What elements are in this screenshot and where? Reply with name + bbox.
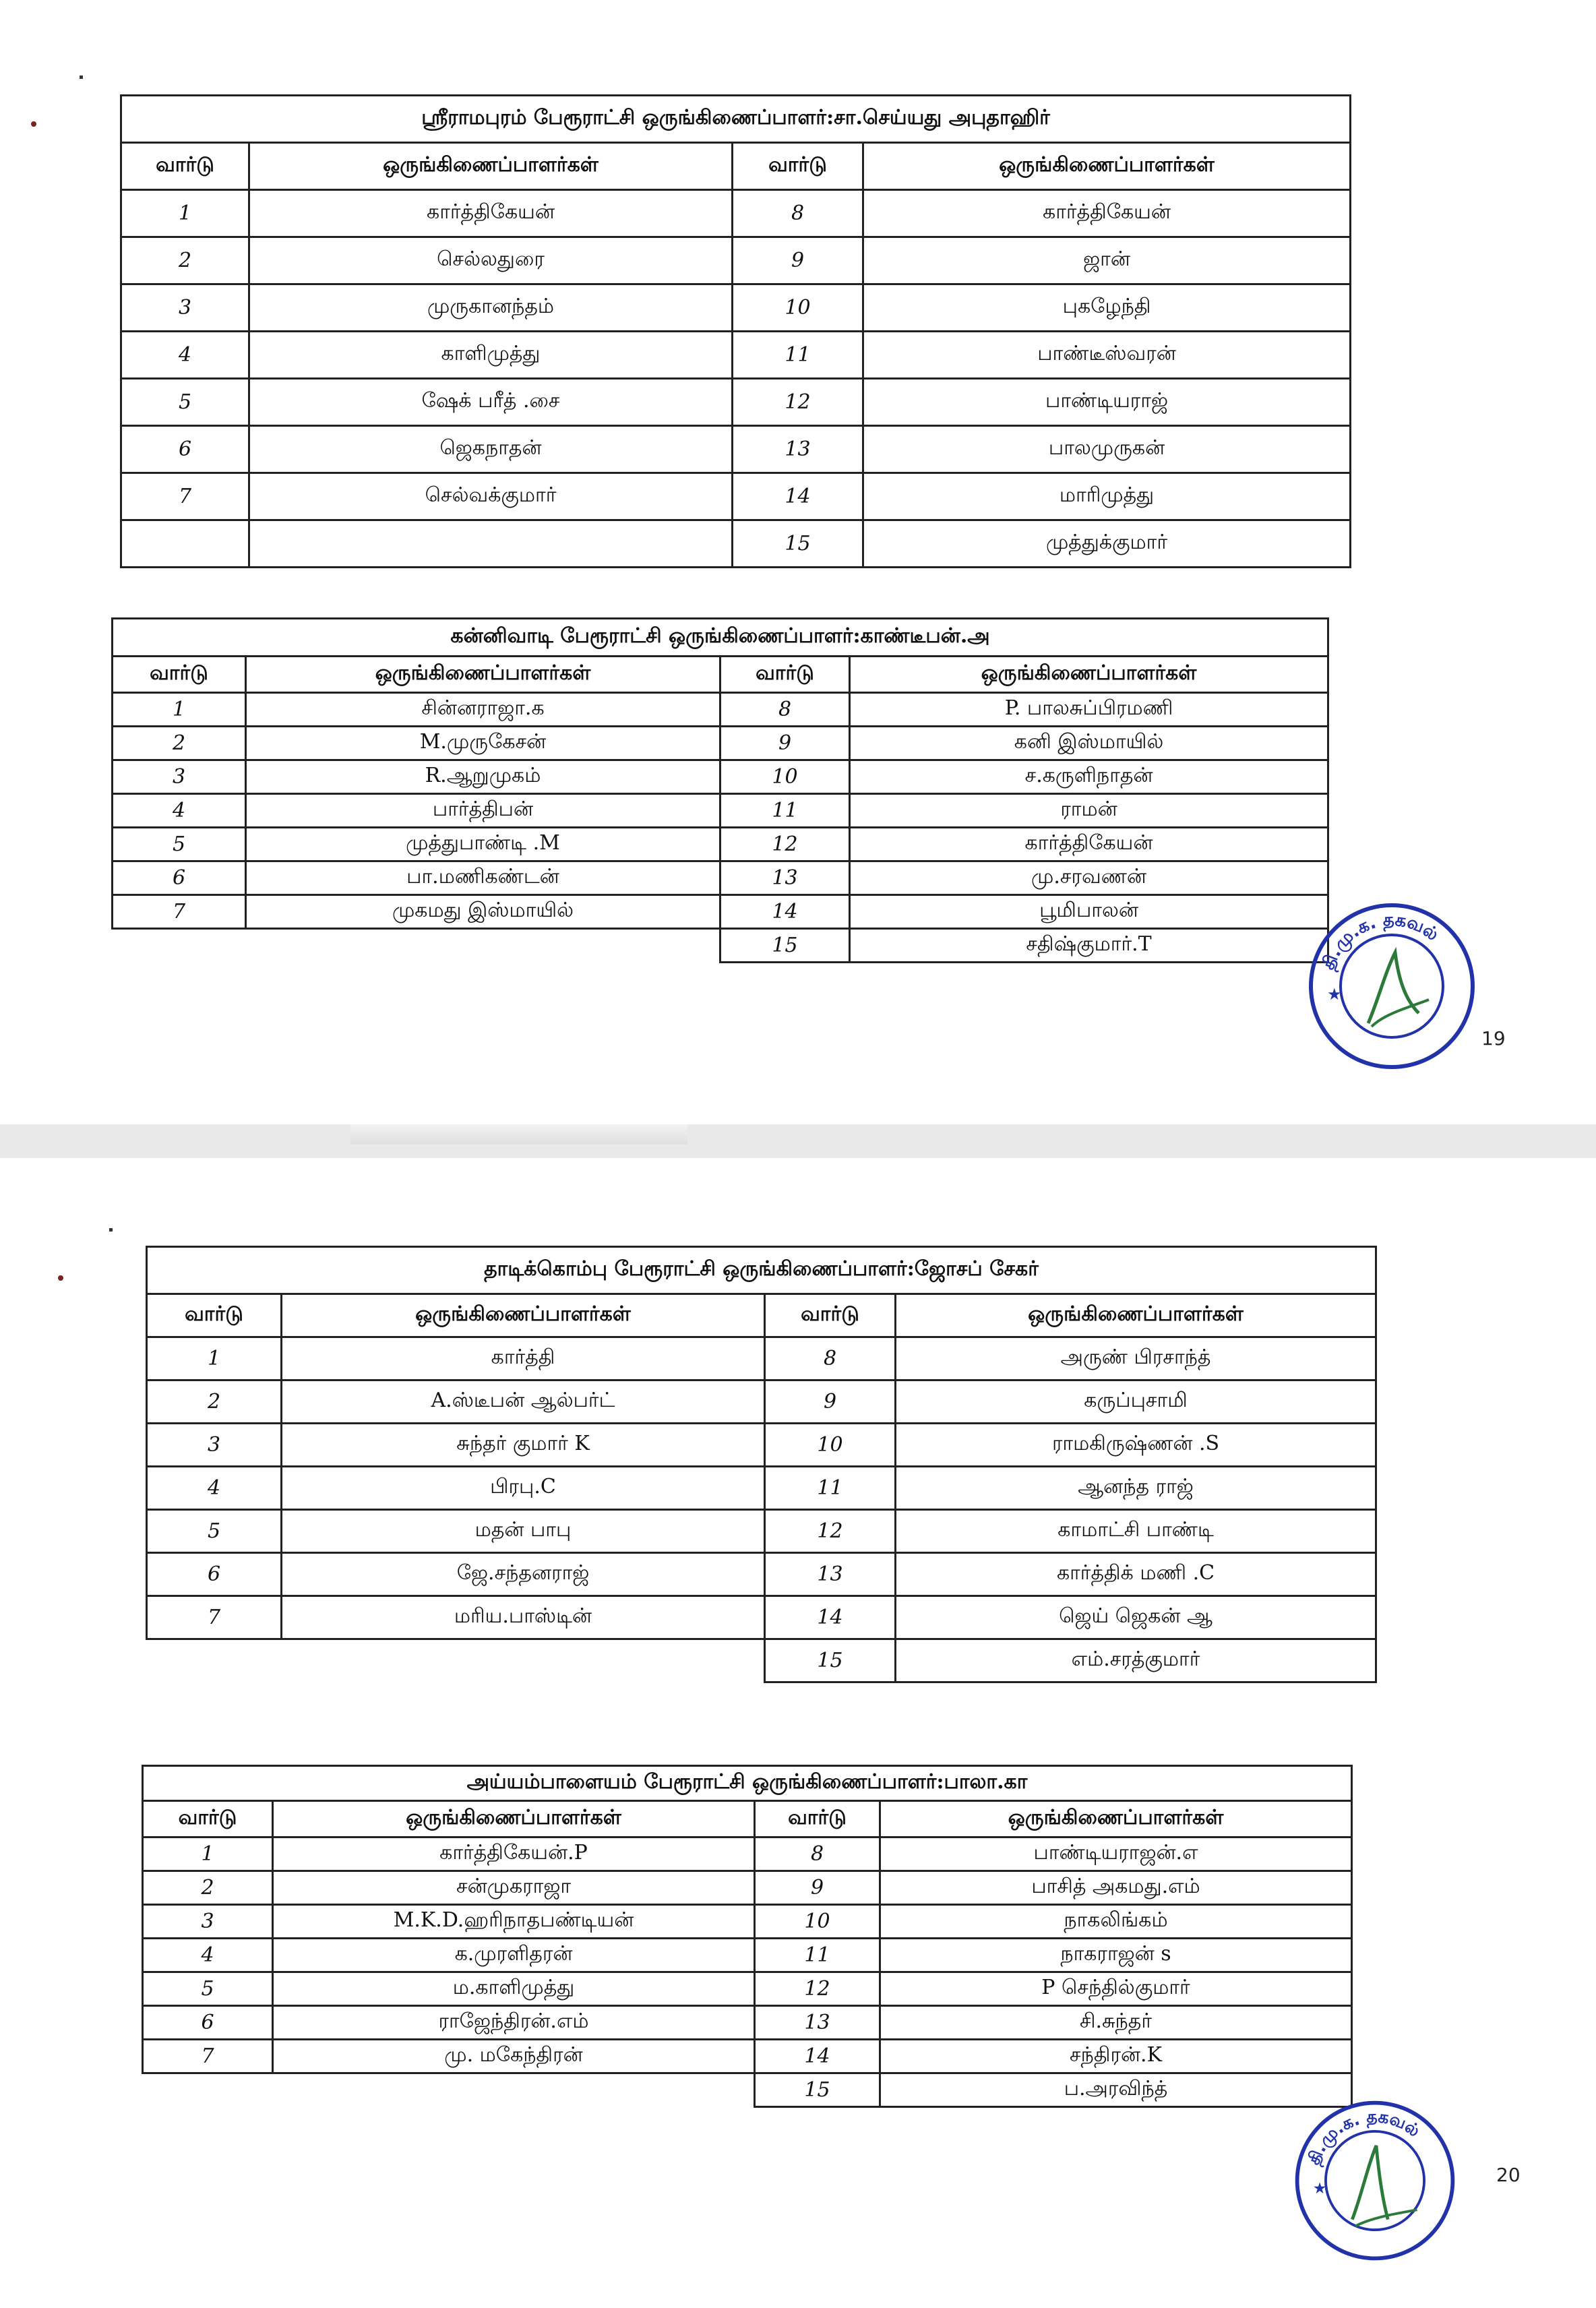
ward-number-cell: 8	[765, 1337, 896, 1380]
coordinator-name-cell: ஜே.சந்தனராஜ்	[282, 1553, 765, 1596]
coordinator-name-cell: பார்த்திபன்	[246, 794, 720, 828]
coordinator-name-cell: முத்துபாண்டி .M	[246, 828, 720, 861]
coordinator-name-cell: மாரிமுத்து	[863, 473, 1351, 520]
coordinator-name-cell: பூமிபாலன்	[850, 895, 1328, 929]
ward-number-cell: 9	[720, 727, 850, 760]
ward-number-cell: 10	[755, 1905, 880, 1939]
table-header-row	[147, 1294, 1376, 1337]
coordinator-name-cell: மதன் பாபு	[282, 1510, 765, 1553]
ward-number-cell: 1	[147, 1337, 282, 1380]
coordinators-column-header: ஒருங்கிணைப்பாளர்கள்	[273, 1801, 755, 1838]
coordinators-column-header: ஒருங்கிணைப்பாளர்கள்	[863, 143, 1351, 190]
coordinators-column-header: ஒருங்கிணைப்பாளர்கள்	[246, 657, 720, 693]
coordinator-name-cell: கார்த்திக் மணி .C	[896, 1553, 1376, 1596]
table-row	[113, 693, 1328, 727]
coordinator-name-cell: பிரபு.C	[282, 1467, 765, 1510]
coordinator-name-cell: P. பாலசுப்பிரமணி	[850, 693, 1328, 727]
ward-number-cell: 2	[143, 1871, 273, 1905]
ward-number-cell: 12	[733, 379, 863, 426]
ward-number-cell: 14	[720, 895, 850, 929]
document-page-20	[0, 1158, 1596, 2308]
ward-number-cell: 2	[121, 237, 249, 284]
table-title: கன்னிவாடி பேரூராட்சி ஒருங்கிணைப்பாளர்:காண்டீபன்.அ	[113, 619, 1328, 657]
coordinator-name-cell	[282, 1639, 765, 1682]
table-row	[113, 760, 1328, 794]
ward-number-cell: 15	[720, 929, 850, 963]
ward-table	[111, 617, 1329, 963]
ward-number-cell: 13	[765, 1553, 896, 1596]
ward-number-cell: 3	[147, 1424, 282, 1467]
table-row	[121, 332, 1351, 379]
coordinator-name-cell: ராஜேந்திரன்.எம்	[273, 2006, 755, 2040]
coordinator-name-cell	[273, 2073, 755, 2107]
coordinator-name-cell: ஜெய் ஜெகன் ஆ	[896, 1596, 1376, 1639]
page-number: 20	[1496, 2164, 1521, 2186]
scan-mark	[31, 121, 36, 127]
table-row	[113, 828, 1328, 861]
svg-text:தி.மு.க. தகவல்: தி.மு.க. தகவல்	[1318, 909, 1442, 973]
table-row	[113, 895, 1328, 929]
ward-number-cell: 5	[113, 828, 246, 861]
coordinator-name-cell: புகழேந்தி	[863, 284, 1351, 332]
ward-number-cell	[113, 929, 246, 963]
document-page-19	[0, 0, 1596, 1124]
ward-number-cell: 4	[121, 332, 249, 379]
ward-number-cell: 3	[113, 760, 246, 794]
ward-number-cell: 1	[113, 693, 246, 727]
coordinators-column-header: ஒருங்கிணைப்பாளர்கள்	[249, 143, 733, 190]
ward-number-cell: 4	[143, 1939, 273, 1972]
coordinator-name-cell: மு. மகேந்திரன்	[273, 2040, 755, 2073]
table-row	[113, 929, 1328, 963]
coordinator-name-cell: மு.சரவணன்	[850, 861, 1328, 895]
ward-number-cell: 9	[765, 1380, 896, 1424]
ward-number-cell: 13	[720, 861, 850, 895]
table-header-row	[121, 143, 1351, 190]
coordinator-name-cell: பாசித் அகமது.எம்	[880, 1871, 1352, 1905]
seal-stamp	[1291, 2096, 1459, 2265]
coordinator-name-cell: ச.கருளிநாதன்	[850, 760, 1328, 794]
ward-number-cell: 12	[755, 1972, 880, 2006]
ward-column-header: வார்டு	[765, 1294, 896, 1337]
table-row	[143, 1939, 1352, 1972]
coordinator-name-cell: பாண்டீஸ்வரன்	[863, 332, 1351, 379]
ward-number-cell: 6	[143, 2006, 273, 2040]
scan-mark	[80, 75, 83, 79]
coordinator-name-cell	[246, 929, 720, 963]
table-row	[121, 379, 1351, 426]
ward-number-cell: 6	[121, 426, 249, 473]
coordinator-name-cell: சதிஷ்குமார்.T	[850, 929, 1328, 963]
coordinator-name-cell: க.முரளிதரன்	[273, 1939, 755, 1972]
coordinator-name-cell: நாகலிங்கம்	[880, 1905, 1352, 1939]
coordinator-name-cell: ப.அரவிந்த்	[880, 2073, 1352, 2107]
coordinator-name-cell: சன்முகராஜா	[273, 1871, 755, 1905]
coordinator-name-cell: M.K.D.ஹரிநாதபண்டியன்	[273, 1905, 755, 1939]
coordinator-name-cell: காமாட்சி பாண்டி	[896, 1510, 1376, 1553]
ward-column-header: வார்டு	[733, 143, 863, 190]
table-row	[143, 1972, 1352, 2006]
ward-number-cell: 4	[113, 794, 246, 828]
coordinator-name-cell: அருண் பிரசாந்த்	[896, 1337, 1376, 1380]
ward-number-cell: 5	[143, 1972, 273, 2006]
ward-number-cell: 9	[733, 237, 863, 284]
ward-number-cell: 1	[143, 1838, 273, 1871]
ward-number-cell: 13	[755, 2006, 880, 2040]
ward-number-cell: 14	[765, 1596, 896, 1639]
coordinator-name-cell: R.ஆறுமுகம்	[246, 760, 720, 794]
seal-stamp	[1304, 899, 1479, 1074]
coordinator-name-cell: மரிய.பாஸ்டின்	[282, 1596, 765, 1639]
coordinator-name-cell: பாலமுருகன்	[863, 426, 1351, 473]
ward-number-cell: 10	[720, 760, 850, 794]
svg-text:தி.மு.க. தகவல்: தி.மு.க. தகவல்	[1303, 2106, 1424, 2168]
svg-text:★: ★	[1327, 985, 1342, 1004]
svg-text:★: ★	[1312, 2180, 1327, 2198]
table-row	[147, 1467, 1376, 1510]
table-row	[147, 1596, 1376, 1639]
ward-table	[120, 94, 1351, 568]
ward-number-cell: 8	[733, 190, 863, 237]
table-title: தாடிக்கொம்பு பேரூராட்சி ஒருங்கிணைப்பாளர்:ஜோசப் சேகர்	[147, 1247, 1376, 1294]
coordinator-name-cell: எம்.சரத்குமார்	[896, 1639, 1376, 1682]
ward-number-cell: 7	[121, 473, 249, 520]
ward-column-header: வார்டு	[143, 1801, 273, 1838]
coordinators-column-header: ஒருங்கிணைப்பாளர்கள்	[880, 1801, 1352, 1838]
coordinator-name-cell: முத்துக்குமார்	[863, 520, 1351, 568]
coordinator-name-cell: ஜெகநாதன்	[249, 426, 733, 473]
ward-number-cell: 12	[720, 828, 850, 861]
ward-column-header: வார்டு	[755, 1801, 880, 1838]
table-row	[147, 1424, 1376, 1467]
table-row	[121, 237, 1351, 284]
ward-number-cell: 14	[755, 2040, 880, 2073]
table-row	[121, 520, 1351, 568]
coordinator-name-cell: M.முருகேசன்	[246, 727, 720, 760]
table-row	[143, 2073, 1352, 2107]
table-row	[121, 284, 1351, 332]
coordinator-name-cell: நாகராஜன் s	[880, 1939, 1352, 1972]
coordinator-name-cell: கார்த்திகேயன்	[850, 828, 1328, 861]
coordinator-name-cell: காளிமுத்து	[249, 332, 733, 379]
table-row	[143, 1838, 1352, 1871]
coordinator-name-cell: ஆனந்த ராஜ்	[896, 1467, 1376, 1510]
ward-column-header: வார்டு	[113, 657, 246, 693]
ward-number-cell: 7	[147, 1596, 282, 1639]
coordinators-column-header: ஒருங்கிணைப்பாளர்கள்	[850, 657, 1328, 693]
coordinators-column-header: ஒருங்கிணைப்பாளர்கள்	[282, 1294, 765, 1337]
table-title: ஸ்ரீராமபுரம் பேரூராட்சி ஒருங்கிணைப்பாளர்:சா.செய்யது அபுதாஹிர்	[121, 96, 1351, 143]
ward-number-cell: 7	[113, 895, 246, 929]
ward-number-cell: 15	[755, 2073, 880, 2107]
coordinator-name-cell: ம.காளிமுத்து	[273, 1972, 755, 2006]
table-row	[143, 2006, 1352, 2040]
coordinator-name-cell: பாண்டியராஜ்	[863, 379, 1351, 426]
coordinators-column-header: ஒருங்கிணைப்பாளர்கள்	[896, 1294, 1376, 1337]
ward-number-cell: 3	[121, 284, 249, 332]
coordinator-name-cell: ஷேக் பரீத் .சை	[249, 379, 733, 426]
ward-number-cell	[143, 2073, 273, 2107]
ward-number-cell: 8	[755, 1838, 880, 1871]
coordinator-name-cell: சி.சுந்தர்	[880, 2006, 1352, 2040]
table-row	[113, 727, 1328, 760]
coordinator-name-cell: பாண்டியராஜன்.எ	[880, 1838, 1352, 1871]
coordinator-name-cell: A.ஸ்டீபன் ஆல்பர்ட்	[282, 1380, 765, 1424]
ward-table	[146, 1246, 1377, 1683]
ward-number-cell: 1	[121, 190, 249, 237]
coordinator-name-cell: ராமகிருஷ்ணன் .S	[896, 1424, 1376, 1467]
ward-number-cell: 5	[147, 1510, 282, 1553]
ward-column-header: வார்டு	[720, 657, 850, 693]
coordinator-name-cell: சுந்தர் குமார் K	[282, 1424, 765, 1467]
coordinator-name-cell: கார்த்திகேயன்	[863, 190, 1351, 237]
ward-number-cell: 14	[733, 473, 863, 520]
coordinator-name-cell: செல்லதுரை	[249, 237, 733, 284]
ward-table	[142, 1765, 1353, 2108]
coordinator-name-cell: முருகானந்தம்	[249, 284, 733, 332]
ward-column-header: வார்டு	[147, 1294, 282, 1337]
coordinator-name-cell: கார்த்தி	[282, 1337, 765, 1380]
ward-number-cell: 15	[765, 1639, 896, 1682]
coordinator-name-cell: சின்னராஜா.க	[246, 693, 720, 727]
ward-number-cell: 7	[143, 2040, 273, 2073]
table-row	[147, 1639, 1376, 1682]
ward-number-cell: 6	[147, 1553, 282, 1596]
table-row	[113, 794, 1328, 828]
table-row	[143, 1905, 1352, 1939]
coordinator-name-cell: கருப்புசாமி	[896, 1380, 1376, 1424]
ward-number-cell: 9	[755, 1871, 880, 1905]
table-row	[143, 1871, 1352, 1905]
table-row	[147, 1510, 1376, 1553]
ward-number-cell: 3	[143, 1905, 273, 1939]
ward-number-cell: 13	[733, 426, 863, 473]
ward-number-cell: 12	[765, 1510, 896, 1553]
coordinator-name-cell: முகமது இஸ்மாயில்	[246, 895, 720, 929]
table-row	[147, 1337, 1376, 1380]
table-row	[121, 426, 1351, 473]
coordinator-name-cell: ஜான்	[863, 237, 1351, 284]
ward-number-cell: 11	[733, 332, 863, 379]
ward-number-cell: 11	[765, 1467, 896, 1510]
coordinator-name-cell: ராமன்	[850, 794, 1328, 828]
scan-mark	[109, 1228, 113, 1232]
ward-number-cell: 11	[720, 794, 850, 828]
ward-number-cell: 2	[113, 727, 246, 760]
coordinator-name-cell	[249, 520, 733, 568]
coordinator-name-cell: கார்த்திகேயன்.P	[273, 1838, 755, 1871]
page-separator	[350, 1124, 687, 1145]
page-number: 19	[1481, 1027, 1506, 1050]
coordinator-name-cell: பா.மணிகண்டன்	[246, 861, 720, 895]
ward-number-cell: 10	[733, 284, 863, 332]
coordinator-name-cell: கனி இஸ்மாயில்	[850, 727, 1328, 760]
table-row	[121, 473, 1351, 520]
coordinator-name-cell: கார்த்திகேயன்	[249, 190, 733, 237]
table-header-row	[113, 657, 1328, 693]
ward-column-header: வார்டு	[121, 143, 249, 190]
coordinator-name-cell: செல்வக்குமார்	[249, 473, 733, 520]
ward-number-cell: 11	[755, 1939, 880, 1972]
ward-number-cell: 6	[113, 861, 246, 895]
ward-number-cell	[147, 1639, 282, 1682]
ward-number-cell: 15	[733, 520, 863, 568]
table-row	[121, 190, 1351, 237]
table-row	[143, 2040, 1352, 2073]
ward-number-cell: 4	[147, 1467, 282, 1510]
table-header-row	[143, 1801, 1352, 1838]
coordinator-name-cell: P செந்தில்குமார்	[880, 1972, 1352, 2006]
table-title: அய்யம்பாளையம் பேரூராட்சி ஒருங்கிணைப்பாளர்:பாலா.கா	[143, 1766, 1352, 1801]
ward-number-cell: 5	[121, 379, 249, 426]
coordinator-name-cell: சந்திரன்.K	[880, 2040, 1352, 2073]
ward-number-cell: 2	[147, 1380, 282, 1424]
table-row	[147, 1553, 1376, 1596]
ward-number-cell: 8	[720, 693, 850, 727]
ward-number-cell	[121, 520, 249, 568]
table-row	[147, 1380, 1376, 1424]
ward-number-cell: 10	[765, 1424, 896, 1467]
scan-mark	[58, 1275, 63, 1281]
table-row	[113, 861, 1328, 895]
